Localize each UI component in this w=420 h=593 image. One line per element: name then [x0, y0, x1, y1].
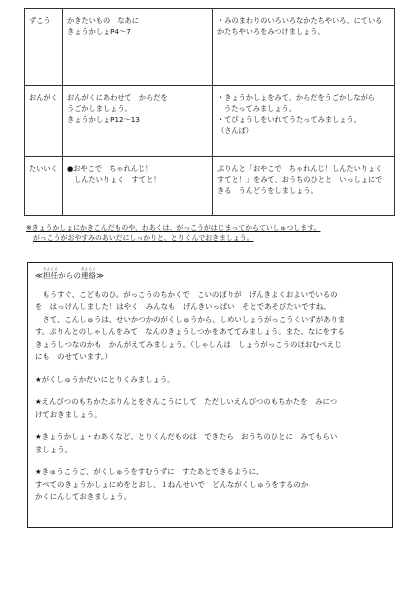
title-ruby-contact [80, 267, 97, 280]
activity-line: ・きょうかしょをみて、からだをうごかしながら [217, 93, 375, 102]
title-reading-homeroom: たんにん [42, 267, 59, 271]
activity-line: うたってみましょう。 [224, 104, 296, 113]
title-particle: からの [58, 271, 81, 280]
subject-label: ずこう [29, 16, 51, 25]
submission-note [26, 223, 406, 243]
subject-label: たいいく [29, 164, 58, 173]
item-line: かくにんしておきましょう。 [35, 492, 132, 501]
table-row [25, 86, 395, 157]
paragraph-line: を はっけんしました！はやく みんなも げんきいっぱい そとであそびたいですね。 [35, 302, 331, 311]
activity-line: ・てびょうしをいれてうたってみましょう。 [217, 115, 361, 124]
notice-title [35, 267, 384, 283]
table-row [25, 9, 395, 86]
title-bracket-open: ≪ [35, 271, 43, 280]
notice-item [35, 374, 384, 387]
item-line: ましょう。 [35, 444, 72, 454]
activity-cell [213, 86, 395, 157]
note-line-1: ※きょうかしょにかきこんだものや、わあくは、がっこうがはじまってからていしゅつします。 [26, 224, 321, 232]
item-line: ★えんぴつのもちかたぷりんとをさんこうにして ただしいえんぴつのもちかたを みにつ [35, 397, 338, 406]
title-bracket-close: ≫ [96, 271, 105, 280]
activity-line: ・みのまわりのいろいろなかたちやいろ、にている [217, 16, 383, 25]
activity-line: かたちやいろをみつけましょう。 [217, 27, 325, 36]
paragraph-line: もうすぐ、こどものひ。がっこうのちかくで こいのぼりが げんきよくおよいでいるの [35, 289, 338, 299]
subject-label: おんがく [29, 93, 58, 102]
activity-cell [213, 157, 395, 216]
paragraph-line: きょうしつなのかも かんがえてみましょう。（しゃしんは しょうがっこうのほおむぺえじ [35, 339, 342, 349]
content-line: おんがくにあわせて からだを [67, 93, 168, 102]
note-line-2: がっこうがおやすみのあいだにしっかりと、とりくんでおきましょう。 [33, 234, 254, 242]
subject-cell [25, 157, 63, 216]
item-line: ★きゅうこうご、がくしゅうをすむうずに すたあとできるように、 [35, 467, 264, 476]
schedule-table [24, 8, 395, 216]
content-line: かきたいもの なあに [67, 16, 139, 25]
subject-cell [25, 9, 63, 86]
activity-line: きる うんどうをしましょう。 [217, 186, 318, 195]
content-line: しんたいりょく すてと！ [74, 175, 161, 184]
content-line: ●おやこで ちゃれんじ！ [67, 164, 153, 173]
content-cell [63, 157, 213, 216]
content-line: うごかしましょう。 [67, 104, 132, 113]
notice-item [35, 466, 384, 504]
paragraph-line: さて、こんしゅうは、せいかつかのがくしゅうから、しめいしょうがっこうくいずがありま [35, 314, 346, 324]
notice-item [35, 431, 384, 456]
item-line: ★がくしゅうかだいにとりくみましょう。 [35, 374, 175, 384]
title-ruby-homeroom [42, 267, 59, 280]
activity-line: すてと！」をみて、おうちのひとと いっしょにで [217, 175, 383, 184]
paragraph-line: す。ぷりんとのしゃしんをみて なんのきょうしつかをあててみましょう。また、なにをする [35, 327, 345, 336]
title-word-homeroom: 担任 [42, 271, 59, 280]
paragraph-line: にも のせています。） [35, 352, 113, 361]
item-line: すべてのきょうかしょにめをとおし、１ねんせいで どんながくしゅうをするのか [35, 479, 309, 489]
content-cell [63, 86, 213, 157]
title-reading-contact: れんらく [80, 267, 97, 271]
activity-line: ぷりんと「おやこで ちゃれんじ！しんたいりょく [217, 164, 383, 173]
notice-item [35, 396, 384, 421]
activity-cell [213, 9, 395, 86]
item-line: ★きょうかしょ・わあくなど、とりくんだものは できたら おうちのひとに みてもらい [35, 432, 338, 441]
content-line: きょうかしょP4～7 [67, 27, 131, 36]
content-cell [63, 9, 213, 86]
activity-line: （さんぽ） [217, 126, 253, 135]
content-line: きょうかしょP12～13 [67, 115, 140, 124]
subject-cell [25, 86, 63, 157]
title-word-contact: 連絡 [80, 271, 97, 280]
teacher-notice-box [27, 262, 393, 528]
item-line: けておきましょう。 [35, 409, 102, 419]
table-row [25, 157, 395, 216]
